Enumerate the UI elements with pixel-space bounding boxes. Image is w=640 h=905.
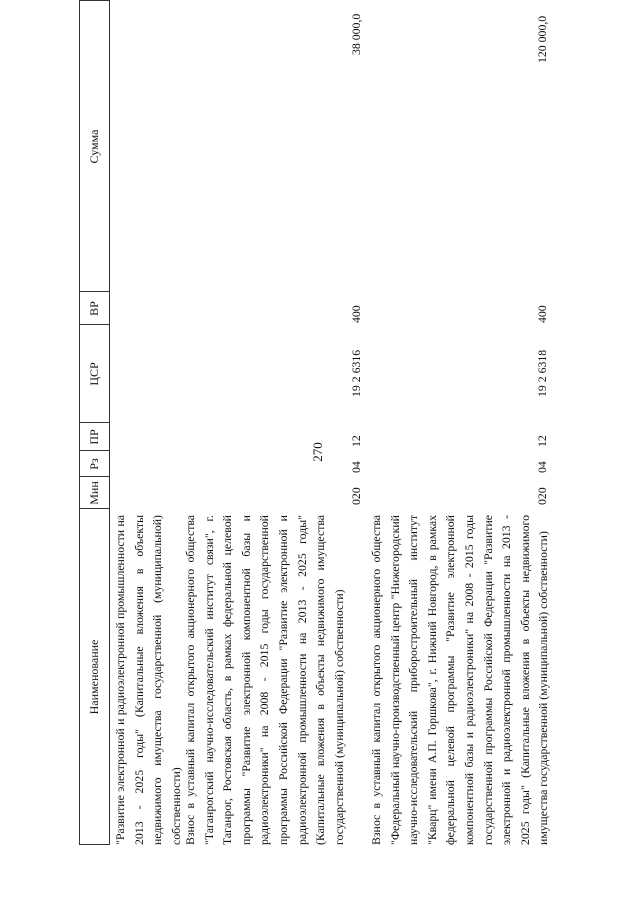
header-csr: ЦСР xyxy=(86,362,101,386)
row-min: 020 xyxy=(535,487,549,505)
header-min: Мин xyxy=(86,481,101,505)
row-csr: 19 2 6318 xyxy=(535,349,549,397)
row-sum: 120 000,0 xyxy=(535,15,549,63)
row-pr: 12 xyxy=(535,435,549,447)
row-sum: 38 000,0 xyxy=(349,13,363,55)
row-pr: 12 xyxy=(349,435,363,447)
row-min: 020 xyxy=(349,487,363,505)
header-pr: ПР xyxy=(86,429,101,445)
row-vr: 400 xyxy=(535,305,549,323)
row-name: Взнос в уставный капитал открытого акционерного общества "Федеральный научно-производственный центр "Нижегородский научно-исследовательский приборостроительный институт "Кварц" имени А.П. Горшкова", г. Нижний Новгород, в рамках федеральной целевой программы "Развитие электронной компонентной базы и радиоэлектроники" на 2008 - 2015 годы государственной программы Российской Федерации "Развитие электронной и радиоэлектронной промышленности на 2013 - 2025 годы" (Капитальные вложения в объекты недвижимого имущества государственной (муниципальной) собственности) xyxy=(369,515,551,845)
row-name: "Развитие электронной и радиоэлектронной промышленности на 2013 - 2025 годы" (Капитальные вложения в объекты недвижимого имущества государственной (муниципальной) собственности) xyxy=(113,515,183,845)
header-vr: ВР xyxy=(86,301,101,316)
row-rz: 04 xyxy=(349,461,363,473)
budget-table xyxy=(79,0,559,845)
header-name: Наименование xyxy=(86,639,101,715)
row-vr: 400 xyxy=(349,305,363,323)
header-rz: Рз xyxy=(86,458,101,470)
row-name: Взнос в уставный капитал открытого акционерного общества "Таганрогский научно-исследовательский институт связи", г. Таганрог, Ростовская область, в рамках федеральной целевой программы "Развитие электронной компонентной базы и радиоэлектроники" на 2008 - 2015 годы государственной программы Российской Федерации "Развитие электронной и радиоэлектронной промышленности на 2013 - 2025 годы" (Капитальные вложения в объекты недвижимого имущества государственной (муниципальной) собственности) xyxy=(183,515,346,845)
row-csr: 19 2 6316 xyxy=(349,349,363,397)
header-sum: Сумма xyxy=(86,129,101,164)
page-number: 270 xyxy=(310,442,325,462)
row-rz: 04 xyxy=(535,461,549,473)
header-bottom-border xyxy=(109,0,110,845)
